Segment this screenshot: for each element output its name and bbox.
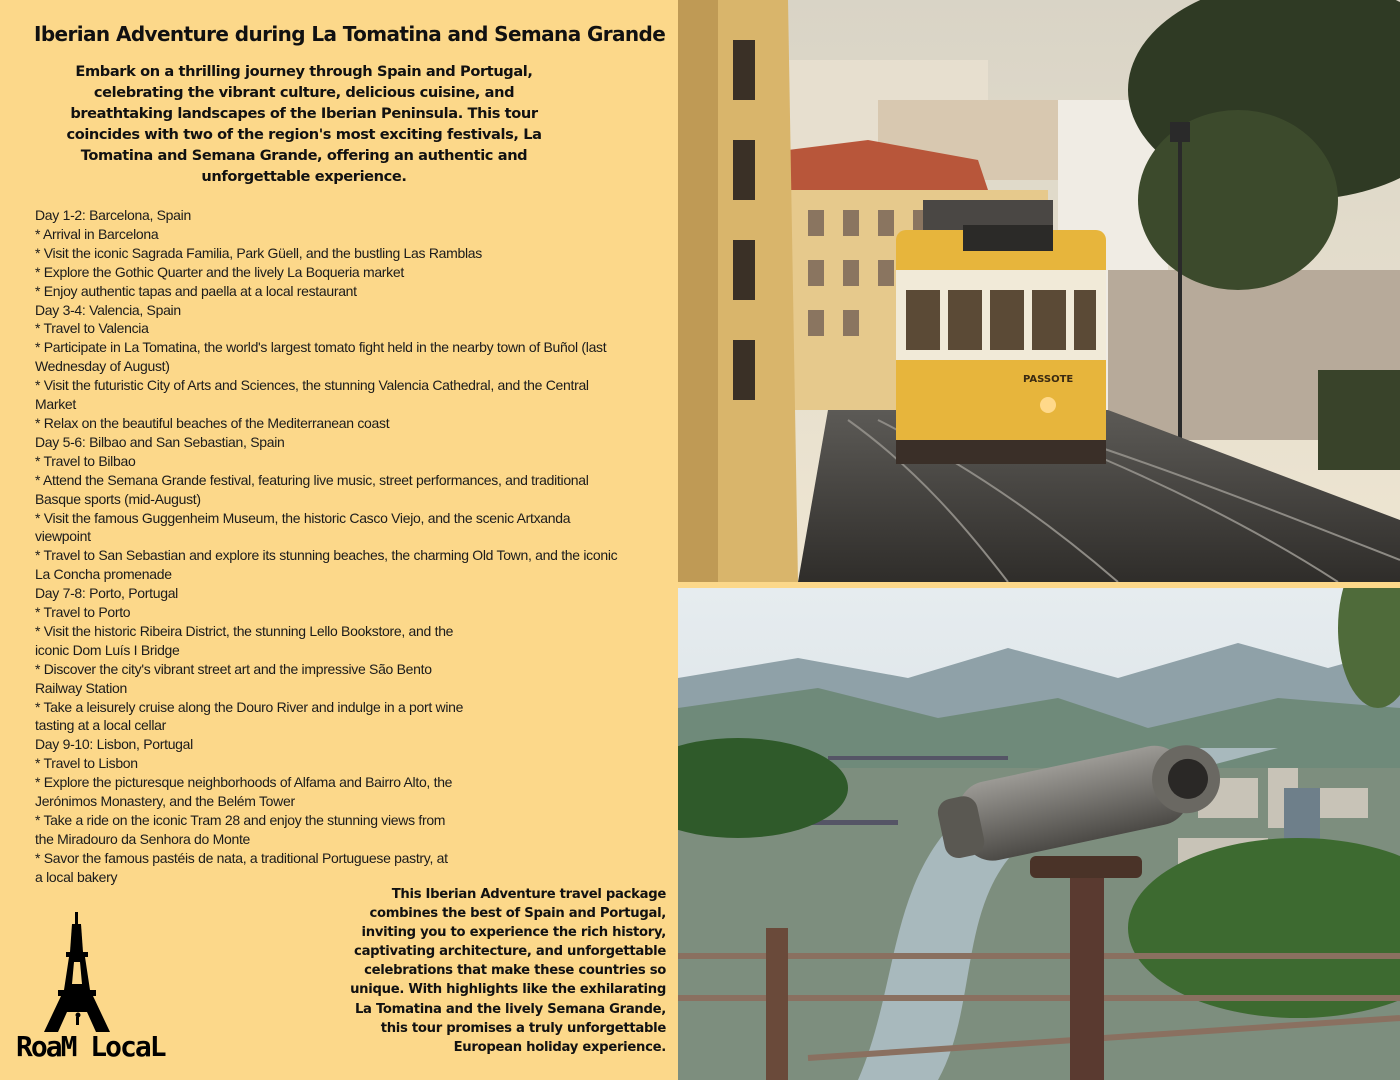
itinerary-line: viewpoint xyxy=(35,528,91,545)
itinerary-line: * Travel to Bilbao xyxy=(35,452,136,469)
itinerary-line: * Participate in La Tomatina, the world's largest tomato fight held in the nearby town of Buñol (last xyxy=(35,339,607,356)
itinerary-line: Jerónimos Monastery, and the Belém Tower xyxy=(35,793,295,810)
itinerary-line: the Miradouro da Senhora do Monte xyxy=(35,830,251,847)
itinerary-line: * Relax on the beautiful beaches of the Mediterranean coast xyxy=(35,414,390,431)
itinerary-line: Market xyxy=(35,396,76,413)
itinerary-line: * Travel to Porto xyxy=(35,604,131,621)
itinerary-line: * Travel to Lisbon xyxy=(35,755,138,772)
page-title: Iberian Adventure during La Tomatina and Semana Grande xyxy=(34,22,666,46)
itinerary-line: * Travel to Valencia xyxy=(35,320,149,337)
itinerary-line: Day 3-4: Valencia, Spain xyxy=(35,301,181,318)
itinerary-line: * Visit the iconic Sagrada Familia, Park Güell, and the bustling Las Ramblas xyxy=(35,244,482,261)
itinerary-line: La Concha promenade xyxy=(35,566,172,583)
itinerary-line: * Explore the Gothic Quarter and the lively La Boqueria market xyxy=(35,263,404,280)
itinerary-line: a local bakery xyxy=(35,868,118,885)
logo-text: RoaM LocaL xyxy=(16,1030,165,1063)
itinerary-line: * Savor the famous pastéis de nata, a traditional Portuguese pastry, at xyxy=(35,849,448,866)
itinerary-line: * Visit the futuristic City of Arts and Sciences, the stunning Valencia Cathedral, and the Central xyxy=(35,377,589,394)
itinerary-line: * Visit the historic Ribeira District, the stunning Lello Bookstore, and the xyxy=(35,622,454,639)
itinerary-line: * Enjoy authentic tapas and paella at a local restaurant xyxy=(35,282,357,299)
itinerary-line: Day 1-2: Barcelona, Spain xyxy=(35,207,191,223)
telescope-view-photo xyxy=(678,588,1400,1080)
itinerary-line: Wednesday of August) xyxy=(35,358,170,375)
intro-paragraph: Embark on a thrilling journey through Spain and Portugal, celebrating the vibrant culture, delicious cuisine, and breathtaking landscapes of the Iberian Peninsula. This tour coincides with two of the region's most exciting festivals, La Tomatina and Semana Grande, offering an authentic and unforgettable experience. xyxy=(66,63,542,185)
itinerary-line: * Arrival in Barcelona xyxy=(35,225,159,242)
closing-paragraph: This Iberian Adventure travel package combines the best of Spain and Portugal, inviting you to experience the rich history, captivating architecture, and unforgettable celebrations that make these countries so unique. With highlights like the exhilarating La Tomatina and the lively Semana Grande, this tour promises a truly unforgettable European holiday experience. xyxy=(350,887,666,1055)
itinerary-line: * Explore the picturesque neighborhoods of Alfama and Bairro Alto, the xyxy=(35,774,453,791)
itinerary-line: * Take a ride on the iconic Tram 28 and enjoy the stunning views from xyxy=(35,812,446,828)
itinerary-line: Day 9-10: Lisbon, Portugal xyxy=(35,736,193,753)
itinerary-line: Day 7-8: Porto, Portugal xyxy=(35,585,178,602)
itinerary-line: * Take a leisurely cruise along the Douro River and indulge in a port wine xyxy=(35,698,464,715)
itinerary-line: Day 5-6: Bilbao and San Sebastian, Spain xyxy=(35,433,285,450)
itinerary-line: * Visit the famous Guggenheim Museum, the historic Casco Viejo, and the scenic Artxanda xyxy=(35,509,571,526)
itinerary-line: * Discover the city's vibrant street art and the impressive São Bento xyxy=(35,660,432,677)
itinerary-line: iconic Dom Luís I Bridge xyxy=(35,641,180,658)
itinerary-line: Basque sports (mid-August) xyxy=(35,490,201,507)
itinerary-list xyxy=(35,206,617,887)
lisbon-tram-photo xyxy=(678,0,1400,582)
text-panel xyxy=(0,0,678,1080)
itinerary-line: tasting at a local cellar xyxy=(35,717,167,734)
itinerary-line: Railway Station xyxy=(35,679,127,696)
itinerary-line: * Attend the Semana Grande festival, featuring live music, street performances, and traditional xyxy=(35,471,589,488)
itinerary-line: * Travel to San Sebastian and explore its stunning beaches, the charming Old Town, and the iconic xyxy=(35,547,618,564)
tram-sign: PASSOTE xyxy=(1023,374,1074,385)
